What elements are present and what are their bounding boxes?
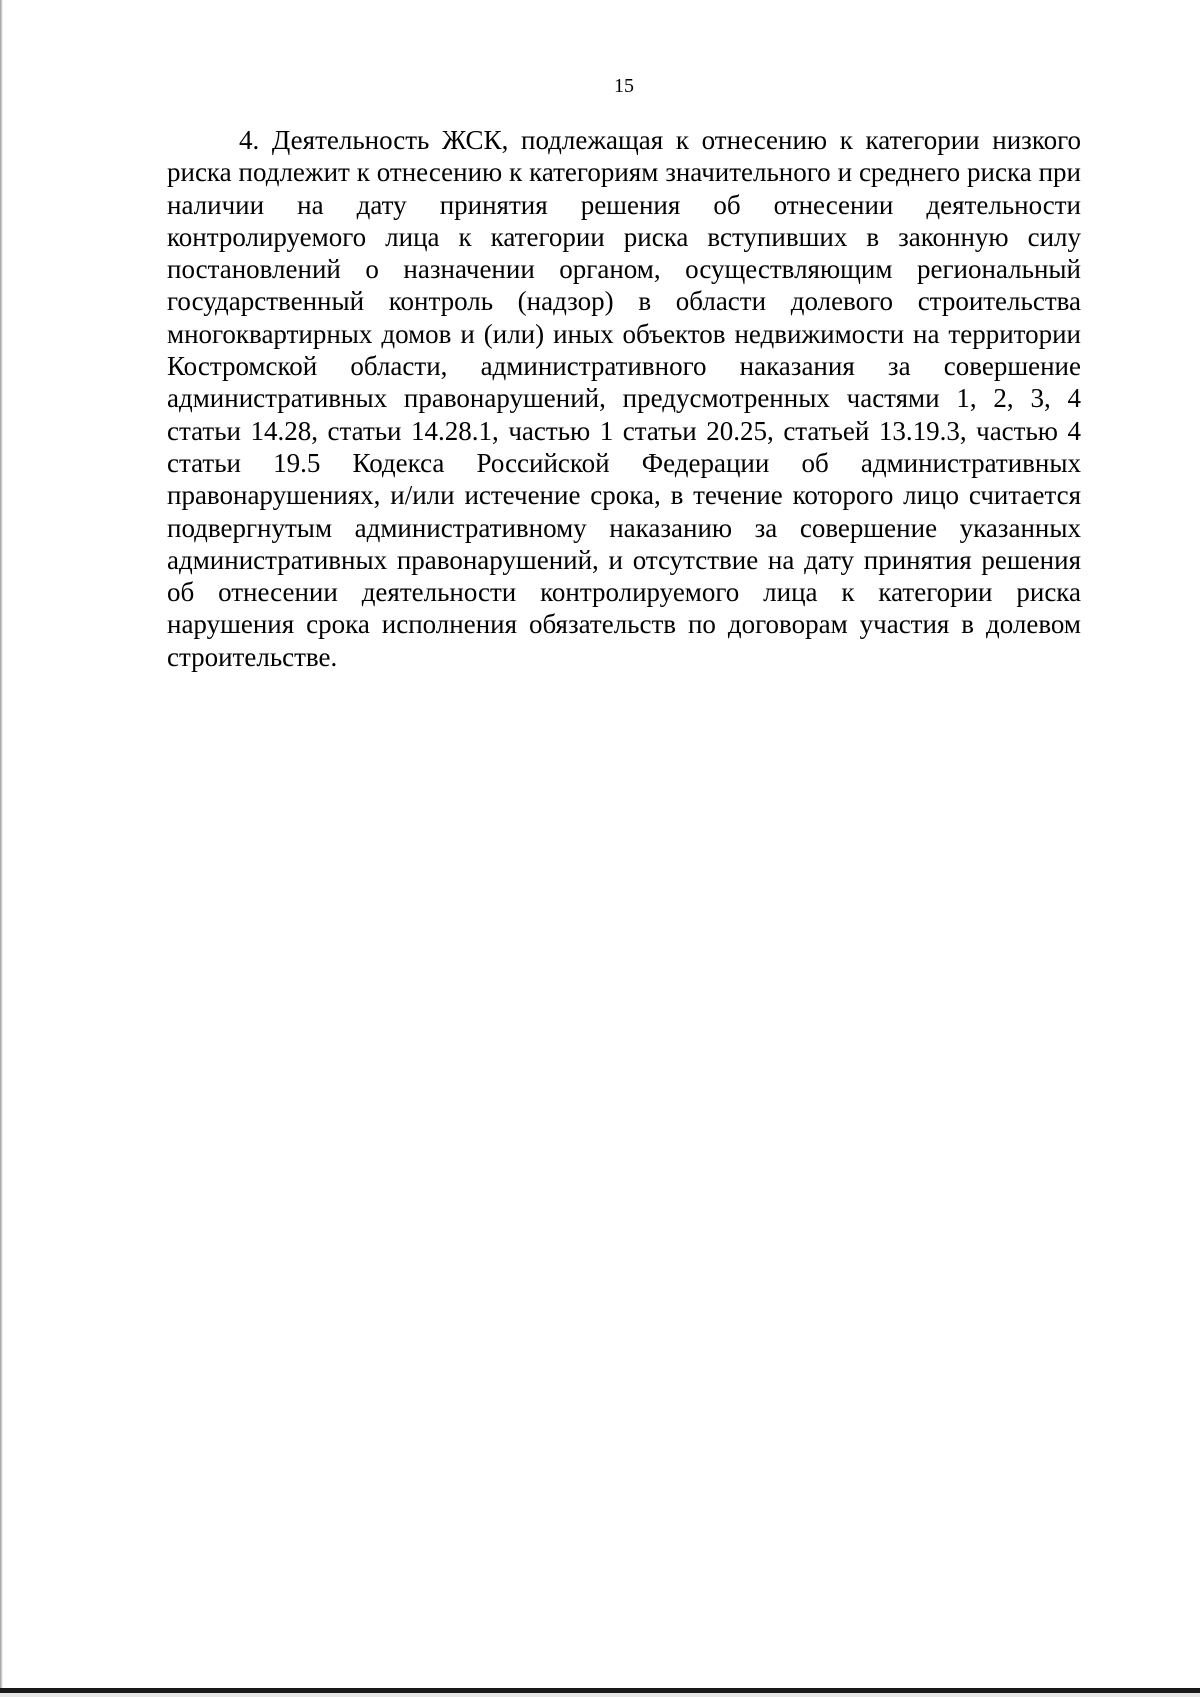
scan-left-edge [0,0,3,1697]
page-number: 15 [614,75,634,97]
paragraph-4: 4. Деятельность ЖСК, подлежащая к отнесению к категории низкого риска подлежит к отнесению к категориям значительного и среднего риска при наличии на дату принятия решения об отнесении деятельности контролируемого лица к категории риска вступивших в законную силу постановлений о назначении органом, осуществляющим региональный государственный контроль (надзор) в области долевого строительства многоквартирных домов и (или) иных объектов недвижимости на территории Костромской области, административного наказания за совершение административных правонарушений, предусмотренных частями 1, 2, 3, 4 статьи 14.28, статьи 14.28.1, частью 1 статьи 20.25, статьей 13.19.3, частью 4 статьи 19.5 Кодекса Российской Федерации об административных правонарушениях, и/или истечение срока, в течение которого лицо считается подвергнутым административному наказанию за совершение указанных административных правонарушений, и отсутствие на дату принятия решения об отнесении деятельности контролируемого лица к категории риска нарушения срока исполнения обязательств по договорам участия в долевом строительстве. [167,125,1081,672]
scan-bottom-strip [0,1693,1200,1697]
